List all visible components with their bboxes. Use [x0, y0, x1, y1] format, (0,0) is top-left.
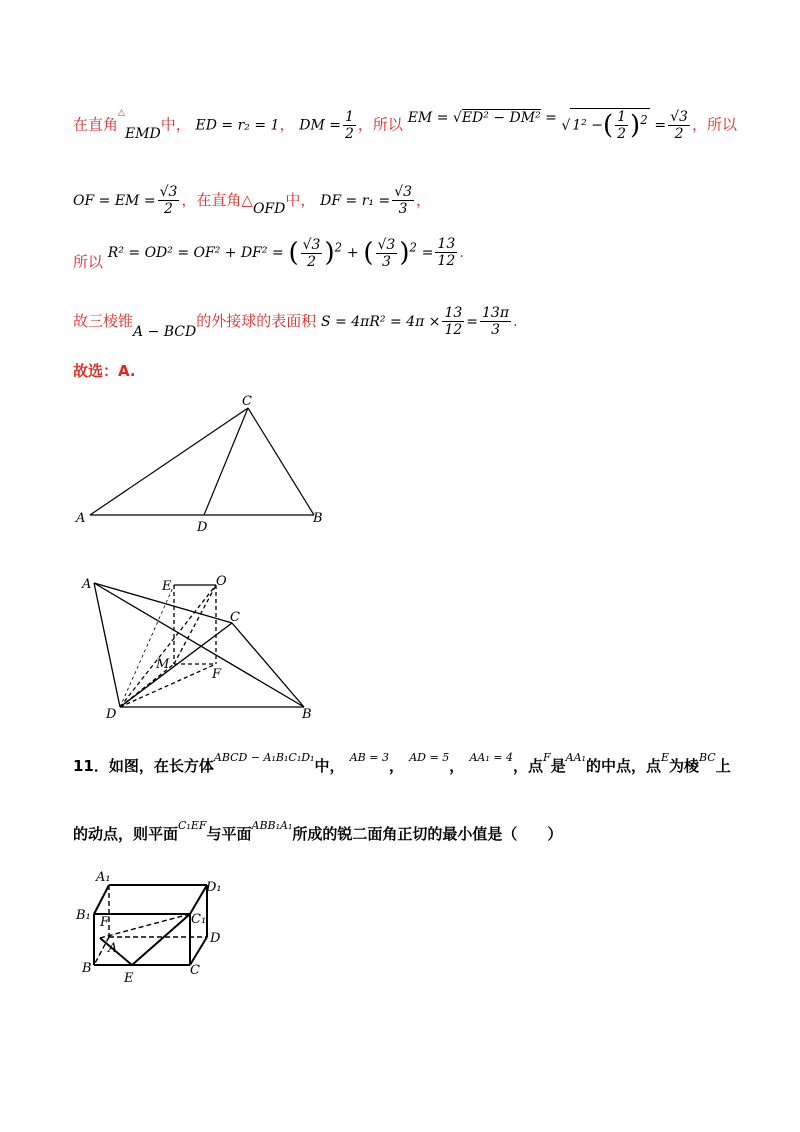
label-d: D	[197, 520, 208, 535]
frac-df: $\frac{√3}{3}$	[394, 184, 413, 217]
label-d: D	[106, 707, 117, 722]
label-e: E	[162, 579, 172, 594]
label-a: A	[108, 941, 118, 956]
label-a: A	[82, 577, 92, 592]
label-a1: A₁	[96, 870, 111, 885]
question-line-2: 的动点，则平面$^{C_1EF}$与平面$^{ABB_1A_1}$所成的锐二面角正切的最小值是（ ）	[73, 819, 563, 843]
label-b: B	[302, 707, 312, 722]
label-a: A	[76, 511, 86, 526]
solution-line-3: 所以 R² = OD² = OF² + DF² = ( $\frac{√3}{2}$ )$^2$ + ( $\frac{√3}{3}$ )$^2$ = $\frac{13}{12}$ .	[73, 236, 465, 271]
triangle-ofd: OFD	[252, 201, 286, 217]
answer-line: 故选：A.	[73, 362, 136, 380]
solution-line-2: OF = EM = $\frac{√3}{2}$ ，在直角△OFD中， DF = r₁ = $\frac{√3}{3}$ ，	[73, 184, 432, 217]
ed-expr: ED = r₂ = 1	[195, 117, 280, 134]
label-b1: B₁	[76, 908, 91, 923]
solution-line-1: 在直角△EMD中， ED = r₂ = 1， DM = $\frac{1}{2}$ ，所以 EM = √ED² − DM² = √ 1² −( $\frac{1}{2}$ )$^2$ = $\frac{√3}{2}$ ，所以	[73, 108, 737, 142]
em-root2: √ 1² −( $\frac{1}{2}$ )$^2$	[561, 109, 648, 142]
frac-s1: $\frac{13}{12}$	[444, 305, 463, 338]
solution-line-4: 故三棱锥A − BCD的外接球的表面积 S = 4πR² = 4π × $\frac{13}{12}$ = $\frac{13\pi}{3}$ .	[73, 305, 518, 340]
triangle-icon: △	[118, 108, 125, 118]
pyramid-name: A − BCD	[133, 324, 197, 340]
frac-r2: $\frac{13}{12}$	[437, 236, 456, 269]
label-c1: C₁	[191, 912, 207, 927]
label-f: F	[212, 667, 222, 682]
triangle-emd: EMD	[124, 125, 161, 142]
label-b: B	[313, 511, 323, 526]
label-m: M	[156, 657, 170, 672]
em-expr: EM = √ED² − DM² =	[407, 109, 557, 126]
label-b: B	[82, 961, 92, 976]
frac-em-result: $\frac{√3}{2}$	[670, 108, 688, 142]
label-f: F	[100, 915, 110, 930]
label-c: C	[230, 610, 240, 625]
label-c: C	[242, 394, 252, 409]
label-e: E	[124, 971, 134, 986]
label-d: D	[210, 931, 221, 946]
frac-dm: $\frac{1}{2}$	[344, 108, 354, 142]
frac-s2: $\frac{13\pi}{3}$	[482, 305, 510, 338]
label-o: O	[216, 574, 227, 589]
label-c: C	[190, 963, 200, 978]
question-line-1: 11．如图，在长方体$^{ABCD - A_1B_1C_1D_1}$中， $^{AB = 3}$， $^{AD = 5}$， $^{AA_1 = 4}$，点$^F$是$^{AA_1}$的中点，点$^E$为棱$^{BC}$上	[73, 751, 731, 775]
frac-of: $\frac{√3}{2}$	[159, 184, 178, 217]
label-d1: D₁	[206, 880, 222, 895]
